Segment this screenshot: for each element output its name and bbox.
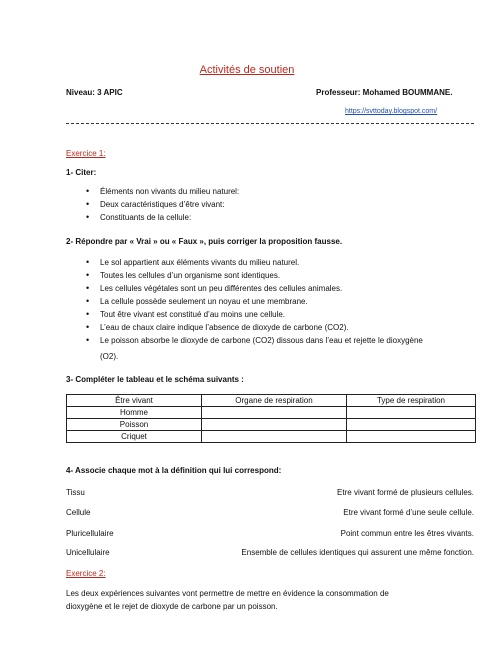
list-item: • Éléments non vivants du milieu naturel: bbox=[86, 185, 239, 198]
list-item-continuation: (O2). bbox=[100, 352, 119, 361]
answer-cell[interactable] bbox=[347, 431, 476, 443]
respiration-table bbox=[66, 394, 476, 443]
list-item: • La cellule possède seulement un noyau et une membrane. bbox=[86, 295, 423, 308]
row-label: Criquet bbox=[67, 431, 202, 443]
question-2: 2- Répondre par « Vrai » ou « Faux », puis corriger la proposition fausse. bbox=[66, 237, 343, 246]
match-word: Tissu bbox=[66, 488, 85, 497]
exercise-1-heading: Exercice 1: bbox=[66, 149, 106, 158]
answer-cell[interactable] bbox=[202, 431, 347, 443]
exercise-2-heading: Exercice 2: bbox=[66, 569, 106, 578]
separator-line bbox=[66, 123, 474, 124]
list-item: • Le poisson absorbe le dioxyde de carbone (CO2) dissous dans l’eau et rejette le dioxygène bbox=[86, 334, 423, 347]
column-header: Être vivant bbox=[67, 395, 202, 407]
level-label: Niveau: 3 APIC bbox=[66, 88, 123, 97]
list-item: • Constituants de la cellule: bbox=[86, 211, 239, 224]
list-item: • Tout être vivant est constitué d’au moins une cellule. bbox=[86, 308, 423, 321]
answer-cell[interactable] bbox=[202, 407, 347, 419]
list-item: • Deux caractéristiques d’être vivant: bbox=[86, 198, 239, 211]
teacher-label: Professeur: Mohamed BOUMMANE. bbox=[316, 88, 453, 97]
match-word: Pluricellulaire bbox=[66, 529, 114, 538]
match-definition: Etre vivant formé de plusieurs cellules. bbox=[337, 488, 474, 497]
match-definition: Point commun entre les êtres vivants. bbox=[340, 529, 474, 538]
question-1-list bbox=[86, 185, 239, 224]
table-row bbox=[67, 407, 476, 419]
list-item: • L’eau de chaux claire indique l’absence de dioxyde de carbone (CO2). bbox=[86, 321, 423, 334]
question-2-list bbox=[86, 256, 423, 347]
table-header-row bbox=[67, 395, 476, 407]
answer-cell[interactable] bbox=[202, 419, 347, 431]
match-definition: Ensemble de cellules identiques qui assurent une même fonction. bbox=[241, 548, 474, 557]
row-label: Poisson bbox=[67, 419, 202, 431]
list-item: • Le sol appartient aux éléments vivants du milieu naturel. bbox=[86, 256, 423, 269]
match-definition: Etre vivant formé d’une seule cellule. bbox=[343, 508, 474, 517]
question-1: 1- Citer: bbox=[66, 168, 97, 177]
page-title: Activités de soutien bbox=[199, 64, 295, 76]
table-row bbox=[67, 431, 476, 443]
list-item: • Toutes les cellules d’un organisme sont identiques. bbox=[86, 269, 423, 282]
table-row bbox=[67, 419, 476, 431]
question-4: 4- Associe chaque mot à la définition qui lui correspond: bbox=[66, 466, 282, 475]
match-word: Cellule bbox=[66, 508, 91, 517]
column-header: Type de respiration bbox=[347, 395, 476, 407]
blog-link[interactable]: https://svttoday.blogspot.com/ bbox=[345, 108, 438, 115]
match-word: Unicellulaire bbox=[66, 548, 110, 557]
column-header: Organe de respiration bbox=[202, 395, 347, 407]
row-label: Homme bbox=[67, 407, 202, 419]
exercise-2-text: Les deux expériences suivantes vont permettre de mettre en évidence la consommation de bbox=[66, 589, 389, 598]
answer-cell[interactable] bbox=[347, 407, 476, 419]
exercise-2-text: dioxygène et le rejet de dioxyde de carbone par un poisson. bbox=[66, 602, 278, 611]
answer-cell[interactable] bbox=[347, 419, 476, 431]
list-item: • Les cellules végétales sont un peu différentes des cellules animales. bbox=[86, 282, 423, 295]
question-3: 3- Compléter le tableau et le schéma suivants : bbox=[66, 375, 244, 384]
